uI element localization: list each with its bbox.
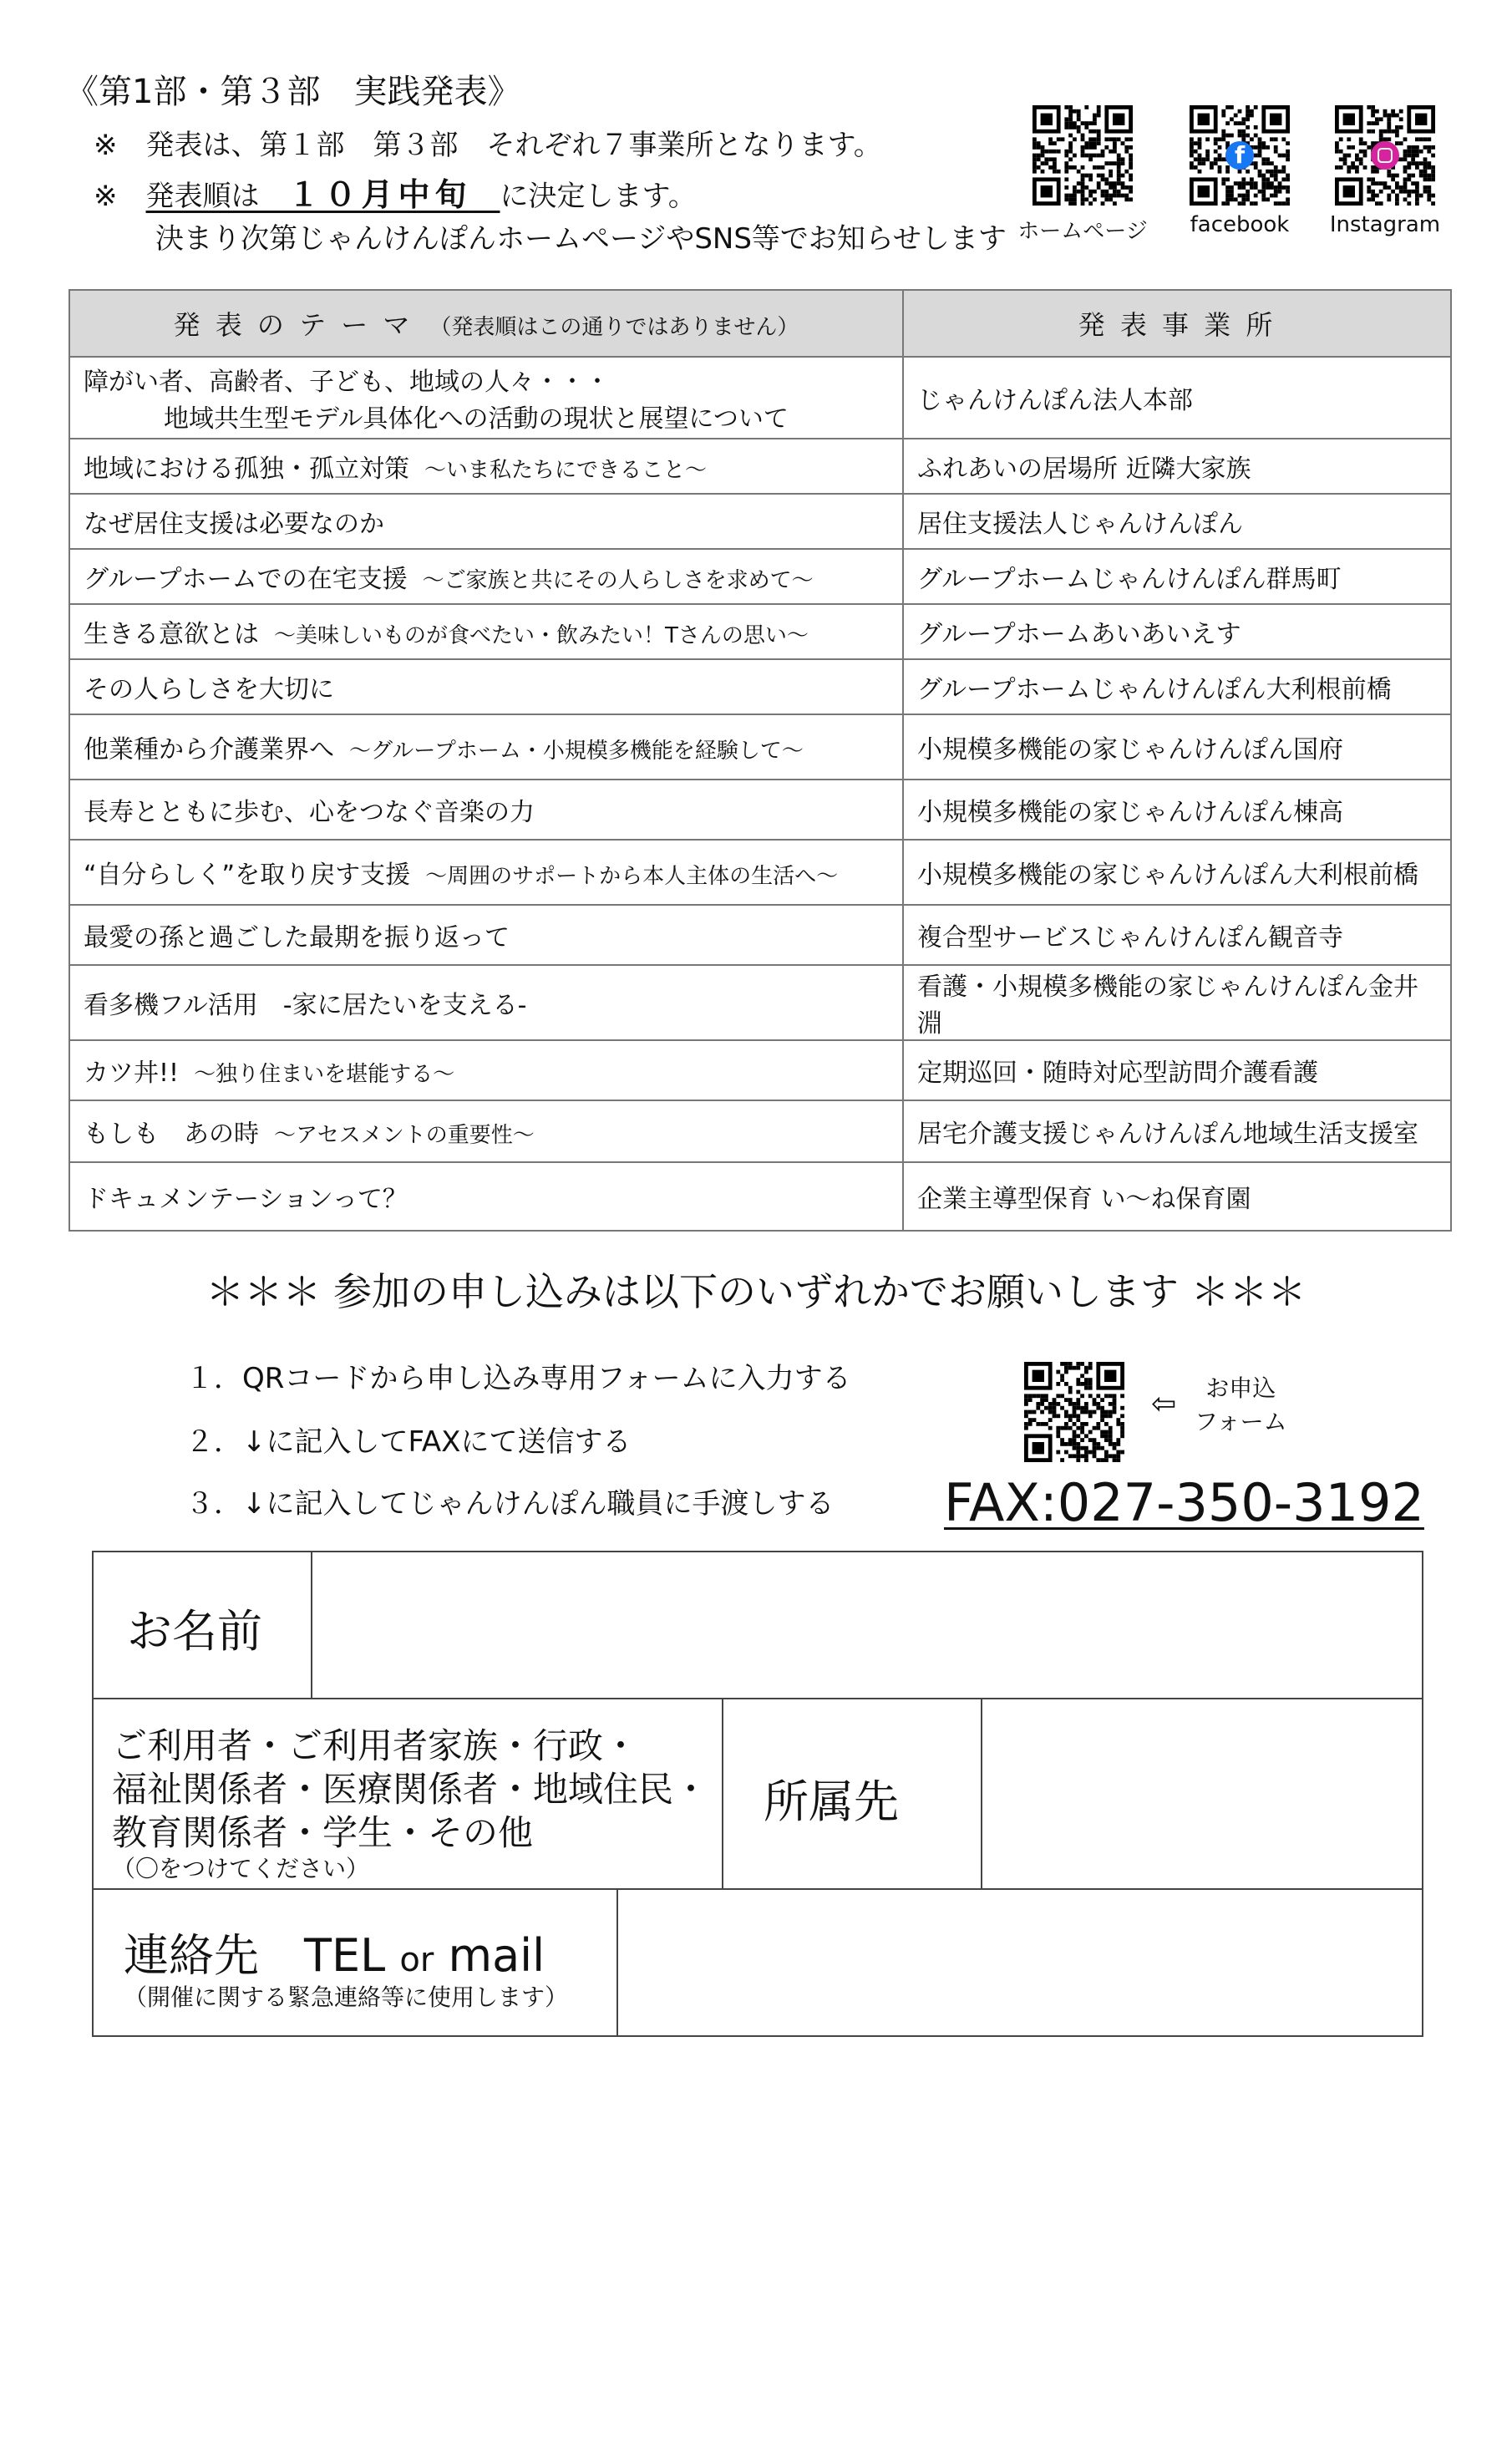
category-line-2: 福祉関係者・医療関係者・地域住民・ (112, 1769, 709, 1810)
registration-form (92, 1551, 1423, 2443)
affiliation-input-cell[interactable] (981, 1698, 1423, 1890)
table-row (69, 1040, 1451, 1100)
note-order-underlined: 発表順は １０月中旬 (145, 176, 472, 213)
note-presentations: ※ 発表は、第１部 第３部 それぞれ７事業所となります。 (94, 129, 882, 162)
affiliation-label: 所属先 (764, 1775, 899, 1828)
qr-code-icon (1024, 1362, 1124, 1462)
theme-cell: その人らしさを大切に (69, 659, 903, 714)
header-theme-note: （発表順はこの通りではありません） (429, 315, 799, 340)
office-cell: 小規模多機能の家じゃんけんぽん大利根前橋 (903, 840, 1451, 905)
name-label: お名前 (127, 1605, 262, 1658)
apply-step-1: １．QRコードから申し込み専用フォームに入力する (185, 1362, 851, 1395)
theme-cell: カツ丼!! ～独り住まいを堪能する～ (69, 1040, 903, 1100)
left-arrow-icon: ⇦ (1151, 1387, 1177, 1421)
office-cell: グループホームじゃんけんぽん群馬町 (903, 549, 1451, 604)
table-row (69, 604, 1451, 659)
table-header-row (69, 290, 1451, 357)
office-cell: グループホームじゃんけんぽん大利根前橋 (903, 659, 1451, 714)
instagram-icon (1371, 141, 1399, 170)
table-row (69, 840, 1451, 905)
apply-title: ＊＊＊ 参加の申し込みは以下のいずれかでお願いします ＊＊＊ (205, 1269, 1307, 1314)
category-options (112, 1724, 708, 1883)
qr-instagram-label: Instagram (1329, 212, 1441, 237)
table-row (69, 1162, 1451, 1231)
contact-input-cell[interactable] (616, 1888, 1423, 2037)
table-row (69, 357, 1451, 439)
name-label-cell (92, 1551, 312, 1699)
table-row (69, 439, 1451, 494)
header-office: 発 表 事 業 所 (903, 290, 1451, 357)
affiliation-label-cell (722, 1698, 982, 1890)
office-cell: 居住支援法人じゃんけんぽん (903, 494, 1451, 549)
qr-homepage-label: ホームページ (1017, 219, 1148, 244)
theme-cell: もしも あの時 ～アセスメントの重要性～ (69, 1100, 903, 1162)
fax-number: FAX:027-350-3192 (944, 1472, 1424, 1533)
category-cell[interactable] (92, 1698, 723, 1890)
facebook-icon (1225, 141, 1254, 170)
table-row (69, 714, 1451, 780)
theme-cell: ドキュメンテーションって？ (69, 1162, 903, 1231)
qr-homepage[interactable] (1033, 105, 1133, 206)
apply-step-3: ３．↓に記入してじゃんけんぽん職員に手渡しする (185, 1487, 835, 1521)
theme-cell: 看多機フル活用 -家に居たいを支える- (69, 965, 903, 1040)
apply-step-2: ２．↓に記入してFAXにて送信する (185, 1425, 632, 1459)
office-cell: ふれあいの居場所 近隣大家族 (903, 439, 1451, 494)
table-row (69, 905, 1451, 965)
note-order-prefix: ※ (94, 180, 146, 213)
office-cell: 定期巡回・随時対応型訪問介護看護 (903, 1040, 1451, 1100)
qr-code-icon (1190, 105, 1290, 206)
office-cell: 看護・小規模多機能の家じゃんけんぽん金井淵 (903, 965, 1451, 1040)
office-cell: 小規模多機能の家じゃんけんぽん棟高 (903, 780, 1451, 840)
table-row (69, 965, 1451, 1040)
qr-instagram[interactable] (1335, 105, 1435, 206)
table-row (69, 780, 1451, 840)
qr-application-form[interactable] (1024, 1362, 1124, 1462)
office-cell: 居宅介護支援じゃんけんぽん地域生活支援室 (903, 1100, 1451, 1162)
office-cell: 企業主導型保育 い～ね保育園 (903, 1162, 1451, 1231)
note-order (94, 169, 697, 215)
theme-cell: グループホームでの在宅支援 ～ご家族と共にその人らしさを求めて～ (69, 549, 903, 604)
theme-cell: 障がい者、高齢者、子ども、地域の人々・・・ 地域共生型モデル具体化への活動の現状と展望について (69, 357, 903, 439)
table-row (69, 659, 1451, 714)
application-form-label: お申込 フォーム (1195, 1374, 1287, 1435)
contact-label-cell (92, 1888, 618, 2037)
qr-facebook-label: facebook (1190, 212, 1290, 237)
page-title: 《第1部・第３部 実践発表》 (65, 73, 521, 111)
presentation-table (68, 289, 1452, 1232)
contact-label: 連絡先 TEL or mail (124, 1929, 545, 1982)
contact-note: （開催に関する緊急連絡等に使用します） (124, 1983, 569, 2011)
theme-cell: 長寿とともに歩む、心をつなぐ音楽の力 (69, 780, 903, 840)
theme-cell: “自分らしく”を取り戻す支援 ～周囲のサポートから本人主体の生活へ～ (69, 840, 903, 905)
category-note: （〇をつけてください） (112, 1855, 370, 1882)
category-line-3: 教育関係者・学生・その他 (112, 1812, 534, 1853)
category-line-1: ご利用者・ご利用者家族・行政・ (112, 1725, 639, 1766)
office-cell: 小規模多機能の家じゃんけんぽん国府 (903, 714, 1451, 780)
office-cell: じゃんけんぽん法人本部 (903, 357, 1451, 439)
table-row (69, 1100, 1451, 1162)
note-announcement: 決まり次第じゃんけんぽんホームページやSNS等でお知らせします (155, 222, 1007, 256)
note-order-date: １０月中旬 (287, 176, 472, 213)
qr-facebook[interactable] (1190, 105, 1290, 206)
theme-cell: 他業種から介護業界へ ～グループホーム・小規模多機能を経験して～ (69, 714, 903, 780)
qr-code-icon (1335, 105, 1435, 206)
office-cell: 複合型サービスじゃんけんぽん観音寺 (903, 905, 1451, 965)
theme-cell: 生きる意欲とは ～美味しいものが食べたい・飲みたい！Tさんの思い～ (69, 604, 903, 659)
theme-cell: 最愛の孫と過ごした最期を振り返って (69, 905, 903, 965)
header-theme: 発 表 の テ ー マ （発表順はこの通りではありません） (69, 290, 903, 357)
table-row (69, 549, 1451, 604)
theme-line2: 地域共生型モデル具体化への活動の現状と展望について (164, 404, 789, 434)
note-order-suffix: に決定します。 (500, 180, 697, 213)
qr-code-icon (1033, 105, 1133, 206)
theme-cell: 地域における孤独・孤立対策 ～いま私たちにできること～ (69, 439, 903, 494)
name-input-cell[interactable] (311, 1551, 1423, 1699)
table-row (69, 494, 1451, 549)
theme-cell: なぜ居住支援は必要なのか (69, 494, 903, 549)
office-cell: グループホームあいあいえす (903, 604, 1451, 659)
